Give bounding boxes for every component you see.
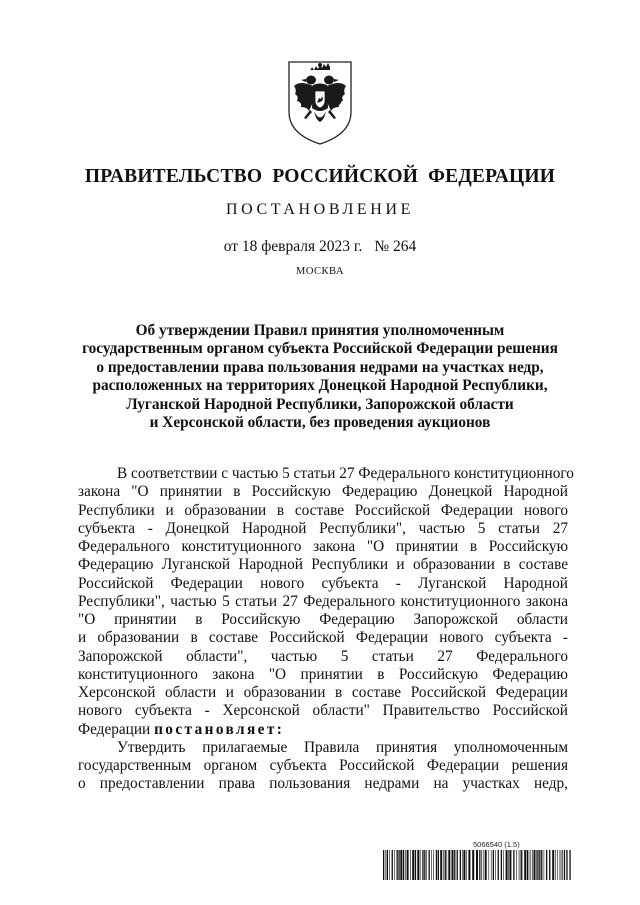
barcode-bar bbox=[536, 850, 537, 880]
barcode-bar bbox=[463, 850, 465, 880]
barcode-bar bbox=[387, 850, 388, 880]
barcode-bar bbox=[549, 850, 550, 880]
barcode-bar bbox=[466, 850, 467, 880]
barcode-bar bbox=[397, 850, 398, 880]
government-title: ПРАВИТЕЛЬСТВО РОССИЙСКОЙ ФЕДЕРАЦИИ bbox=[84, 166, 556, 187]
body-line: Республики и образовании в составе Российской Федерации нового bbox=[78, 501, 568, 519]
body-line: и образовании в составе Российской Федерации нового субъекта - bbox=[78, 629, 568, 647]
barcode-bar bbox=[462, 850, 463, 880]
body-line: закона "О принятии в Российскую Федерацию Донецкой Народной bbox=[78, 483, 568, 501]
barcode-bar bbox=[424, 850, 425, 880]
barcode-bar bbox=[417, 850, 419, 880]
body-line: Федерацию Луганской Народной Республики и образовании в составе bbox=[78, 556, 568, 574]
barcode-bar bbox=[433, 850, 434, 880]
barcode-bar bbox=[527, 850, 528, 880]
barcode-bar bbox=[454, 850, 455, 880]
barcode-bar bbox=[503, 850, 504, 880]
barcode-bar bbox=[431, 850, 432, 880]
document-date: от 18 февраля 2023 г. bbox=[223, 238, 363, 255]
barcode-bar bbox=[498, 850, 499, 880]
barcode-bar bbox=[521, 850, 522, 880]
barcode-bar bbox=[422, 850, 423, 880]
heading-line: расположенных на территориях Донецкой Народной Республики, bbox=[92, 377, 548, 395]
document-body bbox=[78, 465, 574, 794]
barcode-bar bbox=[415, 850, 416, 880]
barcode-bar bbox=[489, 850, 490, 880]
barcode-bar bbox=[448, 850, 450, 880]
barcode-bar bbox=[392, 850, 393, 880]
body-line: конституционного закона "О принятии в Российскую Федерацию bbox=[78, 665, 568, 683]
body-line-decree bbox=[78, 721, 568, 739]
barcode-bar bbox=[398, 850, 399, 880]
barcode-bar bbox=[520, 850, 521, 880]
barcode-bar bbox=[400, 850, 402, 880]
barcode-bar bbox=[557, 850, 558, 880]
barcode-bar bbox=[509, 850, 511, 880]
decree-prefix: Федерации bbox=[78, 720, 155, 738]
barcode-bar bbox=[457, 850, 458, 880]
barcode-bar bbox=[537, 850, 538, 880]
body-line: нового субъекта - Херсонской области" Правительство Российской bbox=[78, 702, 568, 720]
barcode-bar bbox=[519, 850, 520, 880]
barcode-bar bbox=[569, 850, 570, 880]
heading-line: Луганской Народной Республики, Запорожской области bbox=[126, 395, 514, 413]
body-line: Утвердить прилагаемые Правила принятия уполномоченным bbox=[117, 738, 568, 756]
barcode-bar bbox=[447, 850, 448, 880]
body-line: государственным органом субъекта Российской Федерации решения bbox=[78, 757, 568, 774]
barcode-bar bbox=[445, 850, 446, 880]
body-line: "О принятии в Российскую Федерацию Запорожской области bbox=[78, 611, 568, 628]
barcode-bar bbox=[429, 850, 430, 880]
heading-line: о предоставлении права пользования недрами на участках недр, bbox=[96, 358, 544, 376]
barcode-bar bbox=[516, 850, 517, 880]
barcode-bar bbox=[539, 850, 540, 880]
barcode-bar bbox=[491, 850, 492, 880]
barcode-bar bbox=[501, 850, 502, 880]
document-number: № 264 bbox=[374, 238, 417, 255]
barcode-bar bbox=[495, 850, 496, 880]
barcode-bar bbox=[531, 850, 532, 880]
barcode-bar bbox=[481, 850, 482, 880]
barcode-bar bbox=[564, 850, 565, 880]
barcode-bar bbox=[468, 850, 470, 880]
barcode-bar bbox=[541, 850, 542, 880]
barcode-bar bbox=[405, 850, 406, 880]
barcode-bar bbox=[420, 850, 421, 880]
body-line: Федерального конституционного закона "О принятии в Российскую bbox=[78, 538, 568, 555]
barcode-bar bbox=[452, 850, 454, 880]
body-line: Российской Федерации нового субъекта - Луганской Народной bbox=[78, 574, 568, 592]
barcode-bar bbox=[479, 850, 480, 880]
barcode-bar bbox=[410, 850, 411, 880]
barcode-bar bbox=[403, 850, 404, 880]
heading-line: и Херсонской области, без проведения аукционов bbox=[149, 414, 491, 432]
barcode-icon bbox=[383, 850, 571, 880]
barcode-bar bbox=[544, 850, 545, 880]
barcode-bar bbox=[534, 850, 536, 880]
barcode-bar bbox=[561, 850, 562, 880]
barcode-bar bbox=[412, 850, 414, 880]
document-date-line bbox=[0, 238, 640, 256]
barcode-bar bbox=[383, 850, 384, 880]
barcode-bar bbox=[440, 850, 442, 880]
barcode-bar bbox=[562, 850, 563, 880]
barcode-bar bbox=[460, 850, 461, 880]
barcode-bar bbox=[524, 850, 526, 880]
barcode-bar bbox=[555, 850, 556, 880]
barcode-bar bbox=[485, 850, 487, 880]
barcode-bar bbox=[532, 850, 533, 880]
barcode-bar bbox=[493, 850, 494, 880]
barcode-bar bbox=[546, 850, 547, 880]
barcode-bar bbox=[438, 850, 439, 880]
document-heading bbox=[60, 322, 580, 432]
body-line: Херсонской области и образовании в составе Российской Федерации bbox=[78, 684, 568, 701]
barcode-number: 5066540 (1.5) bbox=[473, 840, 520, 849]
barcode-bar bbox=[394, 850, 395, 880]
decree-keyword: постановляет: bbox=[154, 720, 285, 738]
document-city: МОСКВА bbox=[296, 266, 344, 277]
body-line: о предоставлении права пользования недрами на участках недр, bbox=[78, 775, 568, 793]
barcode-bar bbox=[529, 850, 530, 880]
barcode-bar bbox=[483, 850, 484, 880]
barcode-bar bbox=[389, 850, 390, 880]
body-line: Запорожской области", частью 5 статьи 27 Федерального bbox=[78, 647, 568, 665]
barcode-bar bbox=[386, 850, 387, 880]
barcode-bar bbox=[407, 850, 409, 880]
body-line: субъекта - Донецкой Народной Республики", частью 5 статьи 27 bbox=[78, 519, 568, 537]
barcode-bar bbox=[506, 850, 508, 880]
coat-of-arms-icon bbox=[286, 58, 354, 146]
barcode-bar bbox=[426, 850, 427, 880]
body-line: В соответствии с частью 5 статьи 27 Федерального конституционного bbox=[117, 465, 574, 482]
barcode-bar bbox=[472, 850, 474, 880]
body-line: Республики", частью 5 статьи 27 Федерального конституционного закона bbox=[78, 592, 568, 610]
barcode-bar bbox=[476, 850, 478, 880]
document-type: ПОСТАНОВЛЕНИЕ bbox=[226, 201, 414, 218]
heading-line: Об утверждении Правил принятия уполномоченным bbox=[135, 322, 505, 339]
barcode-bar bbox=[508, 850, 509, 880]
barcode-bar bbox=[566, 850, 567, 880]
barcode-bar bbox=[513, 850, 514, 880]
heading-line: государственным органом субъекта Российской Федерации решения bbox=[82, 340, 558, 358]
barcode-bar bbox=[552, 850, 554, 880]
barcode-bar bbox=[436, 850, 437, 880]
barcode-bar bbox=[560, 850, 561, 880]
barcode-bar bbox=[443, 850, 444, 880]
